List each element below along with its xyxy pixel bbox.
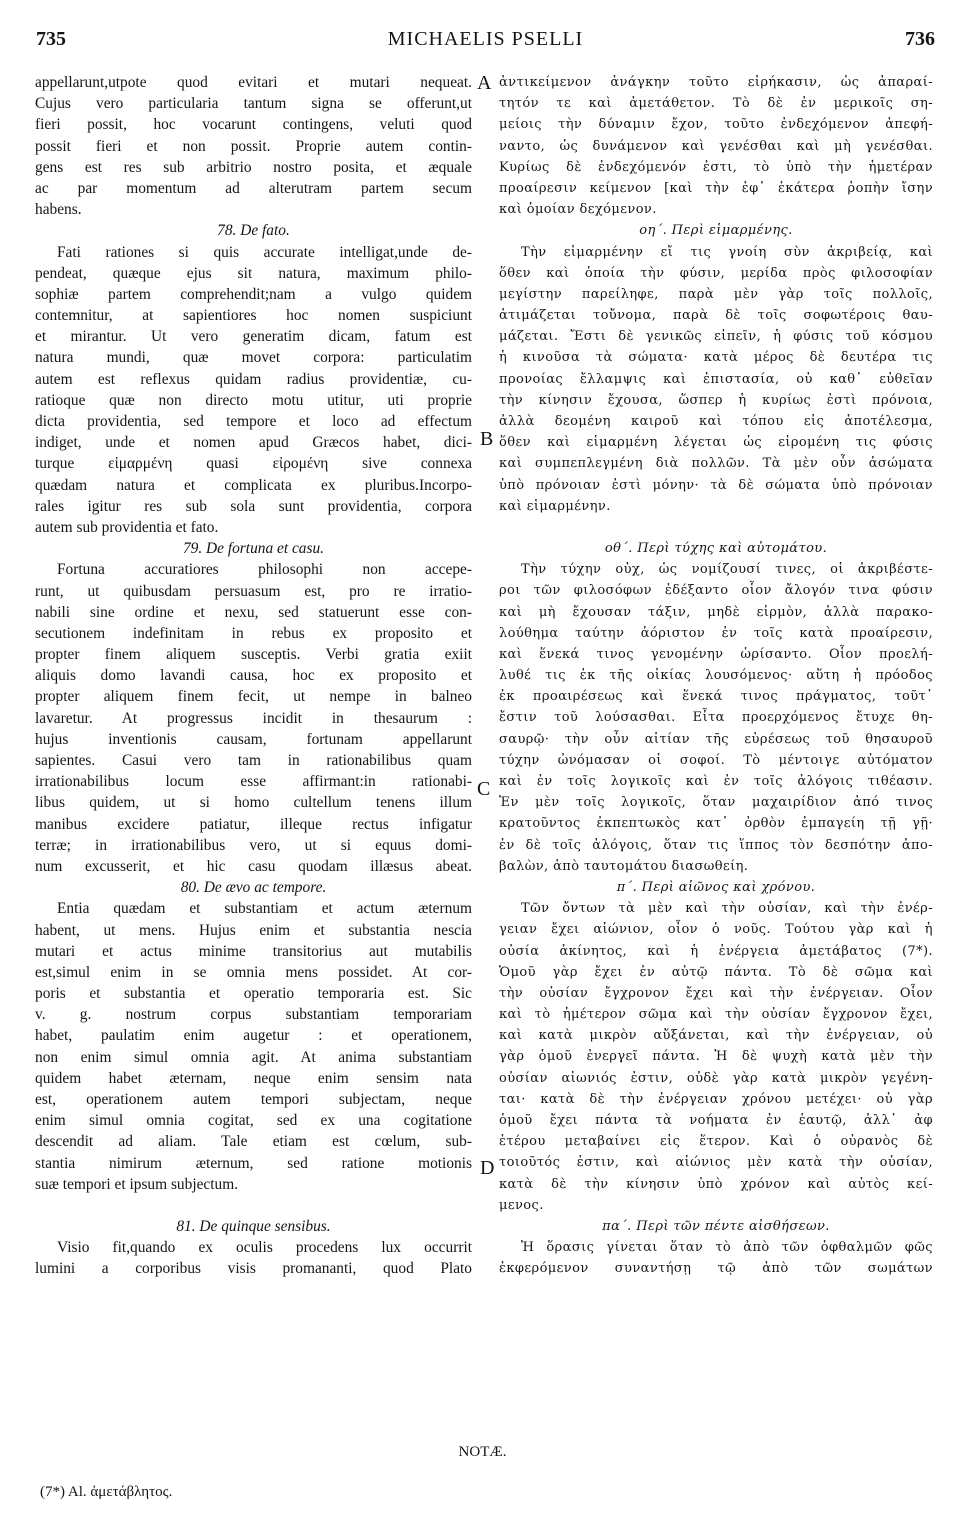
text-line: ναντο, ὡς δυνάμενον καὶ γενέσθαι καὶ μὴ γενέσθαι. xyxy=(499,138,933,154)
page-number-left: 735 xyxy=(36,28,66,50)
footnote: (7*) Al. ἀμετάβλητος. xyxy=(40,1484,173,1500)
text-line: runt, ut quibusdam persuasum est, pro re irratio- xyxy=(35,582,472,600)
text-line: ratioque quæ non directo motu utitur, uti proprie xyxy=(35,391,472,409)
text-line: καὶ τὸ ἡμέτερον σῶμα καὶ τὴν οὐσίαν ἔγχρονον ἔχει, xyxy=(499,1007,933,1023)
notes-heading: NOTÆ. xyxy=(458,1444,507,1460)
text-line: appellarunt,utpote quod evitari et mutari nequeat. xyxy=(35,74,472,91)
running-title: MICHAELIS PSELLI xyxy=(387,28,584,50)
text-line: quædam natura et complicata ex pluribus.Incorpo- xyxy=(35,476,472,494)
text-line: mutari et actus minime transitorius aut mutabilis xyxy=(35,942,472,960)
text-line: καὶ ἐν τοῖς λογικοῖς καὶ ἐν τοῖς ἀλόγοις τιθέασιν. xyxy=(499,774,933,789)
text-line: ἡ κινοῦσα τὰ σώματα· κατὰ μέρος δὲ δευτέρα τις xyxy=(499,350,933,366)
text-line: quidem habet æternam, neque enim sensim nata xyxy=(35,1069,472,1087)
text-line: habent, ut mens. Hujus enim et substantia nescia xyxy=(35,921,472,939)
text-line: Κυρίως δὲ ἐνδεχόμενόν ἐστι, τὸ ὑπὸ τὴν ἡμετέραν xyxy=(499,159,933,175)
text-line: μεγίστην παρείληφε, παρὰ μὲν γὰρ τοῖς πολλοῖς, xyxy=(499,286,933,302)
text-line: habens. xyxy=(35,201,82,219)
text-line: Ἡ ὅρασις γίνεται ὅταν τὸ ἀπὸ τῶν ὀφθαλμῶν φῶς xyxy=(521,1240,933,1256)
text-line: ἐκ προαιρέσεως καὶ ἕνεκά τινος πράγματος, τοῦτ᾽ xyxy=(499,689,933,705)
text-line: libus quidem, ut si homo cultellum tenens illum xyxy=(35,794,472,812)
text-line: τύχην ὠνόμασαν οἱ σοφοί. Τὸ μέντοιγε αὐτόματον xyxy=(499,752,933,768)
margin-letter-b: B xyxy=(480,428,494,450)
section-heading: π΄. Περὶ αἰῶνος καὶ χρόνου. xyxy=(616,879,816,895)
text-line: ὑπὸ πρόνοιαν ἐστὶ μόνην· τὰ δὲ σώματα ὑπὸ πρόνοιαν xyxy=(499,477,933,493)
blank-line xyxy=(499,517,933,538)
text-line: ἀτιμάζεται τοὔνομα, παρὰ δὲ τοῖς σοφωτέροις θαυ- xyxy=(499,308,933,324)
text-line: ἐκφερόμενον συναντήσῃ τῷ ἀπὸ τῶν σωμάτων xyxy=(499,1261,933,1277)
text-line: κατὰ δὲ τὴν κίνησιν ὑπὸ χρόνον καὶ αὐτὸς κεί- xyxy=(499,1176,933,1192)
text-line: Τὴν εἱμαρμένην εἴ τις γνοίη σὺν ἀκριβείᾳ, καὶ xyxy=(521,244,933,260)
text-line: τὴν κίνησιν ἔχουσα, ὥσπερ ἡ κυρίως ἐστὶ πρόνοια, xyxy=(499,392,933,408)
text-line: aliquis domo lavandi causa, hoc ex proposito et xyxy=(35,667,472,685)
text-line: βαλὼν, ἀπὸ ταυτομάτου διασωθείη. xyxy=(499,858,749,874)
text-line: Τῶν ὄντων τὰ μὲν καὶ τὴν οὐσίαν, καὶ τὴν ἐνέρ- xyxy=(521,901,933,917)
text-line: poris et substantia et operatio temporaria est. Sic xyxy=(35,985,472,1003)
text-line: et mirantur. Ut vero generatim dicam, fatum est xyxy=(35,328,472,346)
section-heading: οη΄. Περὶ εἱμαρμένης. xyxy=(639,223,793,239)
text-line: v. g. nostrum corpus substantiam temporariam xyxy=(35,1006,472,1024)
text-line: turque εἱμαρμένη quasi εἰρομένη sive connexa xyxy=(35,455,472,473)
text-line: secutionem indefinitam in rebus ex proposito et xyxy=(35,624,472,642)
greek-column xyxy=(499,72,933,1280)
text-line: gens est res sub arbitrio nostro posita, et æquale xyxy=(35,158,472,176)
text-line: Cujus vero particularia tantum signa se offerunt,ut xyxy=(35,95,472,113)
text-line: autem est reflexus quidam radius providentiæ, cu- xyxy=(35,370,472,388)
text-line: καὶ κατὰ μικρὸν αὔξάνεται, καὶ τὴν ἐνέργειαν, οὐ xyxy=(499,1028,933,1044)
text-line: non enim simul omnia agit. At anima substantiam xyxy=(35,1048,472,1066)
text-line: ὅθεν καὶ ὁποία τὴν φύσιν, μερίδα πρὸς φιλοσοφίαν xyxy=(499,265,933,281)
text-line: sapientes. Casui vero tam in rationabilibus quam xyxy=(35,752,472,769)
text-line: descendit ad aliam. Tale etiam est cœlum, sub- xyxy=(35,1133,472,1151)
text-line: dicta providentia, sed tempore et loco ad effectum xyxy=(35,413,472,430)
text-line: Ὁμοῦ γὰρ ἔχει ἐν αὐτῷ πάντα. Τὸ δὲ σῶμα καὶ xyxy=(499,964,933,980)
text-line: Τὴν τύχην οὐχ, ὡς νομίζουσί τινες, οἱ ἀκριβέστε- xyxy=(521,562,933,578)
text-line: καὶ μὴ ἔχουσαν τάξιν, μηδὲ εἱρμὸν, ἀλλὰ παρακο- xyxy=(499,604,933,620)
text-line: suæ tempori et ipsum subjectum. xyxy=(35,1175,239,1193)
text-line: γὰρ ὁμοῦ ἐνεργεῖ πάντα. Ἡ δὲ ψυχὴ κατὰ μὲν τὴν xyxy=(499,1049,933,1065)
margin-letter-c: C xyxy=(477,778,491,800)
text-line: οὐσίαν αἰωνιός ἐστιν, οὐδὲ γὰρ κατὰ μικρὸν γεγένη- xyxy=(499,1070,933,1086)
text-line: γειαν ἔχει αἰώνιον, οἷον ὁ νοῦς. Τούτου γὰρ καὶ ἡ xyxy=(499,922,933,938)
text-line: μείοις τὴν δύναμιν ἔχον, τοῦτο ἐνδεχόμενον ἀπεφή- xyxy=(499,117,933,133)
text-line: ac par momentum ad alterutram partem secum xyxy=(35,179,472,197)
section-heading: 81. De quinque sensibus. xyxy=(176,1217,331,1235)
text-line: propter finem aliquem susceptis. Verbi gratia exiit xyxy=(35,646,472,664)
text-line: ροι τῶν φιλοσόφων ἐδέξαντο οἷον ἄλογόν τινα φύσιν xyxy=(499,583,933,599)
text-line: propter aliquem finem fecit, ut nempe in balneo xyxy=(35,688,472,706)
section-heading: 80. De ævo ac tempore. xyxy=(180,879,327,897)
text-line: ται· κατὰ δὲ τὴν ἐνέργειαν χρόνου μετέχει· οὐ γὰρ xyxy=(499,1091,933,1107)
margin-letter-a: A xyxy=(477,72,492,94)
text-line: κρατοῦντος ἐκπεπτωκὸς κατ᾽ ὀρθὸν ἐμπαγείη τῇ γῇ· xyxy=(499,816,933,832)
text-line: est, operationem autem tempori subjectam, neque xyxy=(35,1091,472,1108)
text-line: τοιοῦτός ἐστιν, καὶ αἰώνιος μὲν κατὰ τὴν οὐσίαν, xyxy=(499,1155,933,1171)
section-heading: 78. De fato. xyxy=(217,222,290,240)
text-line: καὶ ἕνεκά τινος γενομένην ὡρίσαντο. Οἷον προελή- xyxy=(499,646,933,662)
text-line: προαίρεσιν κείμενον [καὶ τὴν ἐφ᾽ ἑκάτερα ῥοπὴν ἴσην xyxy=(499,180,933,196)
text-line: num excusserit, et hic casu quodam illæsus abeat. xyxy=(35,857,472,875)
blank-line xyxy=(35,1195,472,1216)
text-line: ἀντικείμενον ἀνάγκην τοῦτο εἰρήκασιν, ὡς ἀπαραί- xyxy=(499,75,933,90)
text-line: pendeat, quæque ejus sit natura, maximum philo- xyxy=(35,264,472,282)
text-line: Entia quædam et substantiam et actum æternum xyxy=(57,900,472,918)
text-line: hujus inventionis causam, fortunam appellarunt xyxy=(35,730,472,748)
text-line: τὴν οὐσίαν ἔγχρονον ἔχει καὶ τὴν ἐνέργειαν. Οἷον xyxy=(499,985,933,1001)
text-line: sophiæ partem comprehendit;nam a vulgo quidem xyxy=(35,285,472,303)
text-line: Visio fit,quando ex oculis procedens lux occurrit xyxy=(57,1239,472,1257)
section-heading: οθ΄. Περὶ τύχης καὶ αὐτομάτου. xyxy=(604,540,828,556)
text-line: σαυρῷ· τὴν οὖν αἰτίαν τῆς εὑρέσεως τοῦ θησαυροῦ xyxy=(499,731,933,747)
text-line: habet, paulatim enim augetur : et operationem, xyxy=(35,1027,472,1045)
text-line: rales igitur res sub sola sunt providentia, corpora xyxy=(35,497,472,515)
text-line: Fati rationes si quis accurate intelligat,unde de- xyxy=(57,243,472,261)
text-line: μενος. xyxy=(499,1197,544,1213)
text-line: autem sub providentia et fato. xyxy=(35,518,219,536)
text-line: Ἐν μὲν τοῖς λογικοῖς, ὅταν μαχαιρίδιον ἀπό τινος xyxy=(499,795,933,811)
text-line: fieri possit, hoc vocarunt contingens, veluti quod xyxy=(35,116,472,134)
text-line: natura mundi, quæ movet corpora: particulatim xyxy=(35,349,472,367)
running-header xyxy=(36,28,935,58)
text-line: καὶ ὁμοίαν δεχόμενον. xyxy=(499,202,657,218)
text-line: λούθημα ταύτην ἀόριστον ἐν τοῖς κατὰ προαίρεσιν, xyxy=(499,625,933,641)
text-line: nabili sine ordine et nexu, sed statuerunt esse con- xyxy=(35,603,472,621)
text-line: Fortuna accuratiores philosophi non accepe- xyxy=(57,561,472,579)
section-heading: 79. De fortuna et casu. xyxy=(182,540,325,558)
text-line: irrationabilibus locum esse affirmant:in rationabi- xyxy=(35,773,472,791)
text-line: ἀλλὰ δεομένη καιροῦ καὶ τόπου εἰς ἀποτέλεσμα, xyxy=(499,414,933,429)
text-line: manibus excidere patiatur, illeque rectus infigatur xyxy=(35,815,472,833)
latin-column xyxy=(35,72,472,1280)
text-line: ὁμοῦ ἔχει πάντα τὰ νοήματα ἐν ἑαυτῷ, ἀλλ᾽ ἀφ xyxy=(499,1113,933,1128)
text-line: enim simul omnia cogitat, sed ex una cogitatione xyxy=(35,1112,472,1130)
text-line: καὶ εἱμαρμένην. xyxy=(499,498,611,514)
text-line: ἐν δὲ τοῖς ἀλόγοις, ὅταν τις ἵππος τὸν δεσπότην ἀπο- xyxy=(499,837,933,853)
text-line: lumini a corporibus visis promananti, quod Plato xyxy=(35,1260,472,1278)
text-line: indiget, unde et nomen apud Græcos habet, dici- xyxy=(35,434,472,452)
text-line: possit fieri et non possit. Proprie autem contin- xyxy=(35,137,472,155)
text-line: οὐσία ἀκίνητος, καὶ ἡ ἐνέργεια ἀμετάβατος (7*). xyxy=(499,943,933,959)
margin-letter-d: D xyxy=(480,1157,495,1179)
text-line: προνοίας ἔλλαμψις καὶ ἐπιστασία, οὐ καθ᾽ εὐθεῖαν xyxy=(499,371,933,387)
text-line: terræ; in irrationabilibus vero, ut si equus domi- xyxy=(35,836,472,854)
text-line: ὅθεν καὶ εἱμαρμένη λέγεται ὡς εἰρομένη τις φύσις xyxy=(499,435,933,451)
text-line: λυθέ τις ἐκ τῆς οἰκίας λουσόμενος· αὕτη ἡ πρόοδος xyxy=(499,668,933,684)
text-line: lavaretur. At progressus incidit in thesaurum : xyxy=(35,709,472,727)
text-line: est,simul enim in se omnia mens possidet. At cor- xyxy=(35,963,472,981)
section-heading: πα΄. Περὶ τῶν πέντε αἰσθήσεων. xyxy=(602,1218,830,1234)
text-line: stantia nimirum æternum, sed ratione motionis xyxy=(35,1154,472,1172)
text-line: καὶ συμπεπλεγμένη διὰ πολλῶν. Τὰ μὲν οὖν ἀσώματα xyxy=(499,456,933,472)
page-number-right: 736 xyxy=(905,28,935,50)
text-line: μάζεται. Ἔστι δὲ γενικῶς εἰπεῖν, ἡ φύσις τοῦ κόσμου xyxy=(499,329,933,345)
text-line: contemnitur, at sapientiores hoc nomen suspiciunt xyxy=(35,307,472,325)
text-line: ἑτέρου μεταβαίνει εἰς ἕτερον. Καὶ ὁ οὐρανὸς δὲ xyxy=(499,1134,933,1150)
text-line: ἔστιν τοῦ λούσασθαι. Εἶτα προερχόμενος ἔτυχε θη- xyxy=(499,710,933,726)
text-line: τητόν τε καὶ ἀμετάθετον. Τὸ δὲ ἐν μερικοῖς ση- xyxy=(499,96,933,112)
